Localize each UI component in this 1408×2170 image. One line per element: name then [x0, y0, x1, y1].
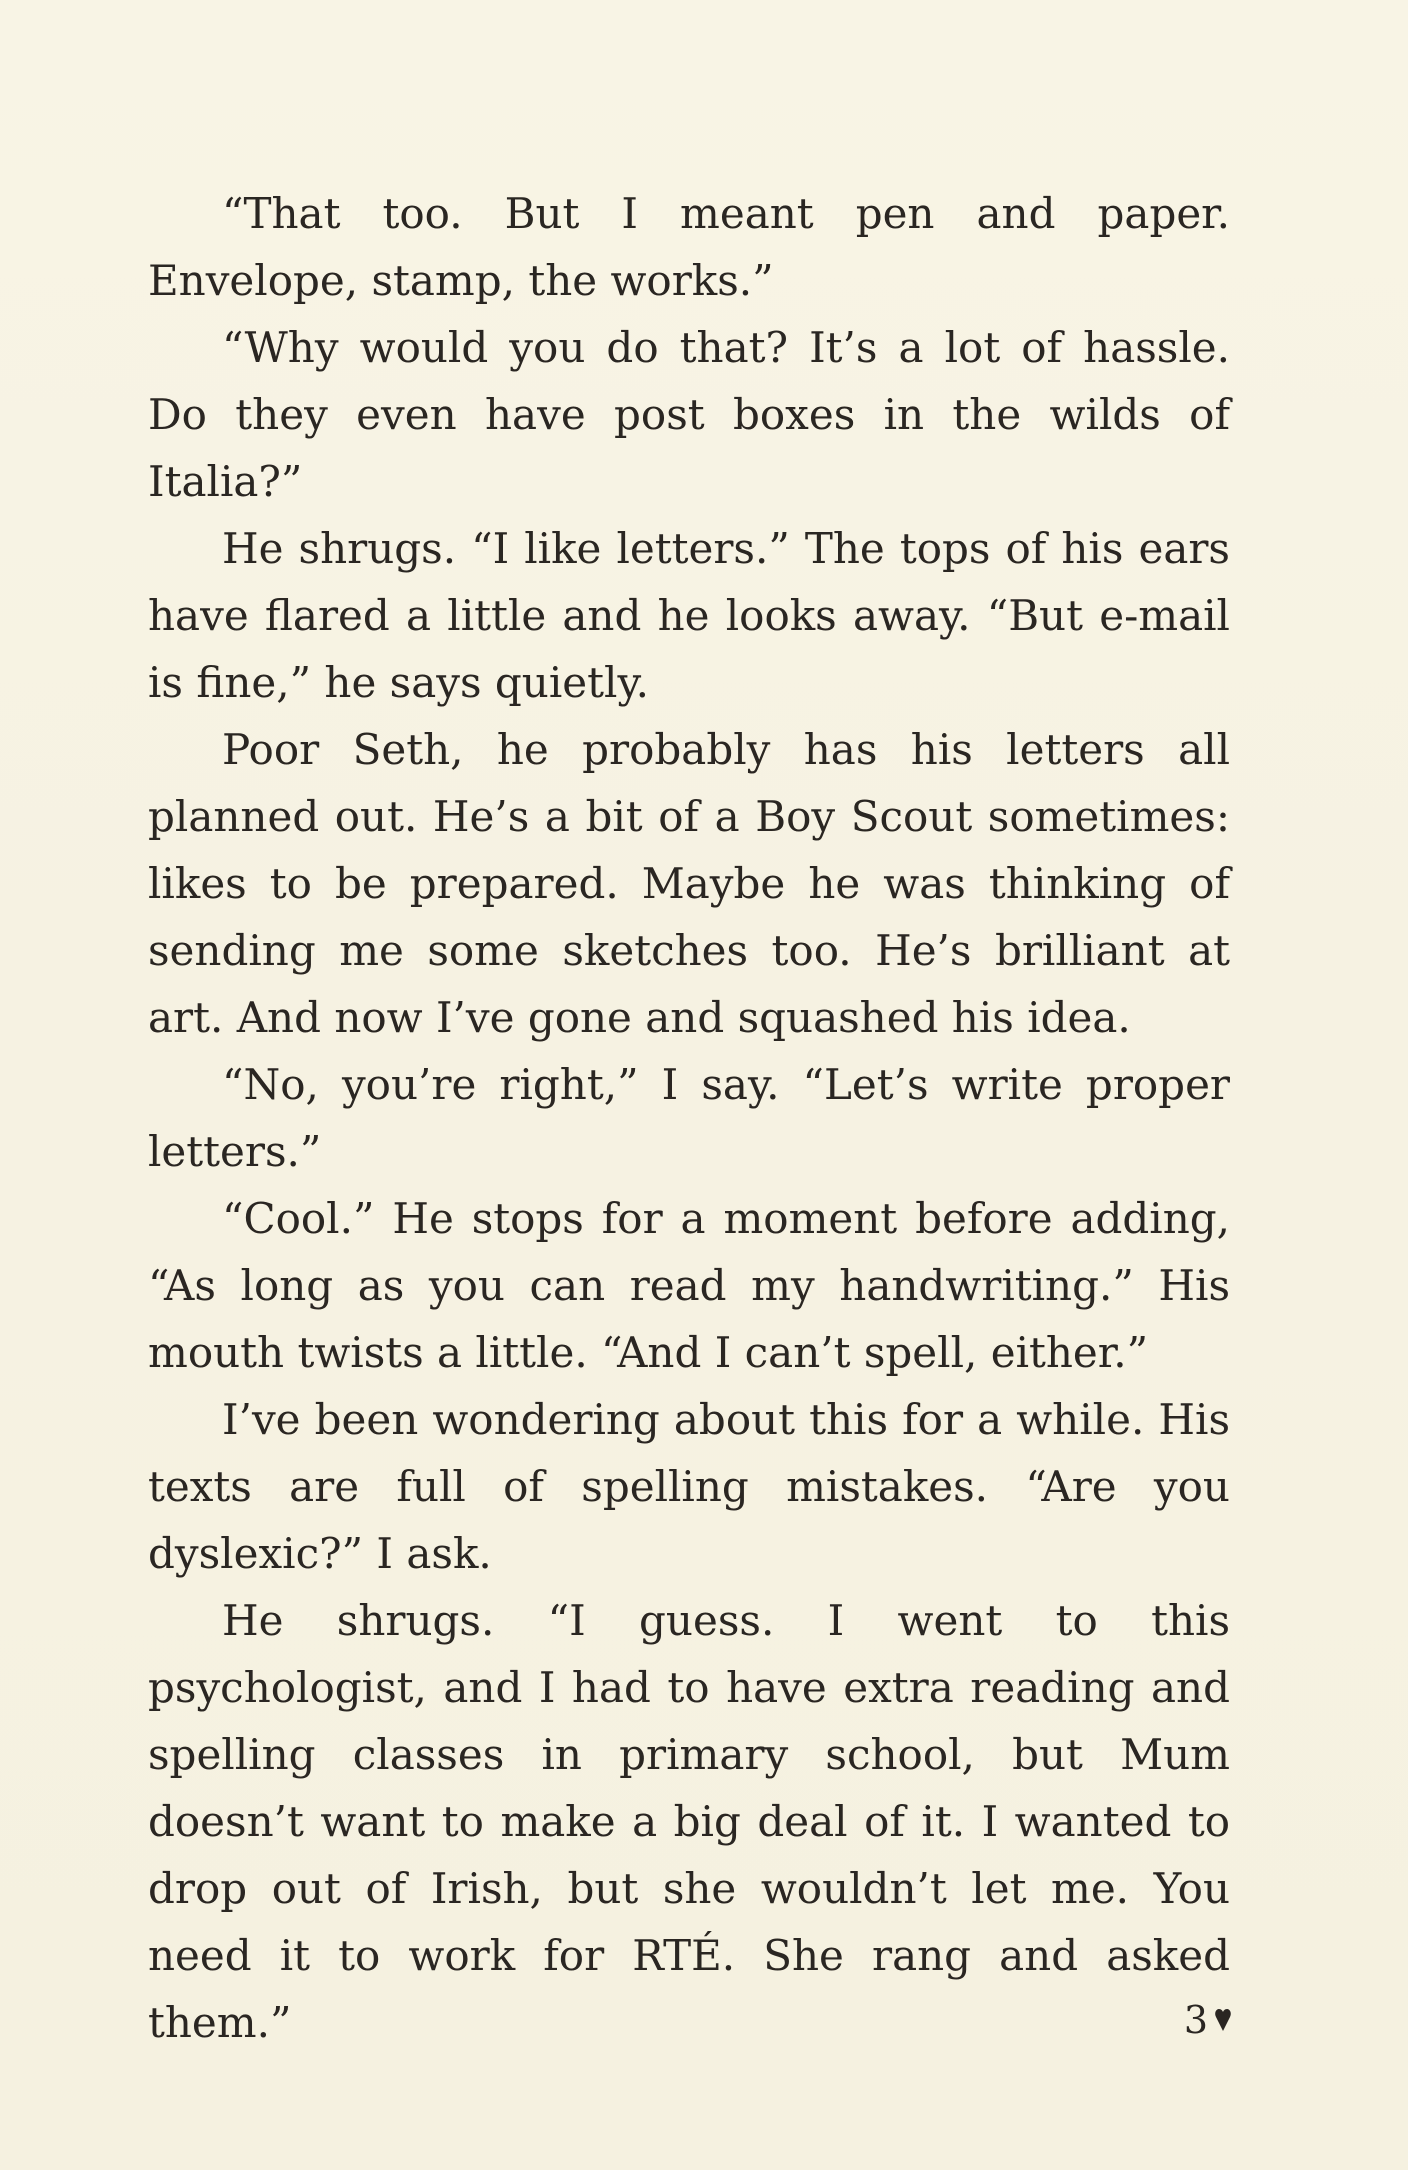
page-number: 3 — [1183, 1998, 1208, 2042]
paragraph: “Why would you do that? It’s a lot of hassle. Do they even have post boxes in the wilds of Italia?” — [148, 323, 1230, 506]
paragraph: “That too. But I meant pen and paper. Envelope, stamp, the works.” — [148, 189, 1230, 305]
heart-icon — [1214, 2007, 1232, 2033]
paragraph: Poor Seth, he probably has his letters all planned out. He’s a bit of a Boy Scout sometimes: likes to be prepared. Maybe he was thinking of sending me some sketches too. He’s brilliant at art. And now I’ve gone and squashed his idea. — [148, 725, 1230, 1042]
paragraph: I’ve been wondering about this for a while. His texts are full of spelling mistakes. “Are you dyslexic?” I ask. — [148, 1395, 1230, 1578]
body-text — [148, 180, 1230, 2056]
paragraph: “No, you’re right,” I say. “Let’s write proper letters.” — [148, 1060, 1230, 1176]
paragraph: He shrugs. “I guess. I went to this psychologist, and I had to have extra reading and spelling classes in primary school, but Mum doesn’t want to make a big deal of it. I wanted to drop out of Irish, but she wouldn’t let me. You need it to work for RTÉ. She rang and asked them.” — [148, 1596, 1230, 2047]
page-folio — [1184, 1998, 1232, 2042]
paragraph: “Cool.” He stops for a moment before adding, “As long as you can read my handwriting.” His mouth twists a little. “And I can’t spell, either.” — [148, 1194, 1230, 1377]
paragraph: He shrugs. “I like letters.” The tops of his ears have flared a little and he looks away. “But e-mail is fine,” he says quietly. — [148, 524, 1230, 707]
